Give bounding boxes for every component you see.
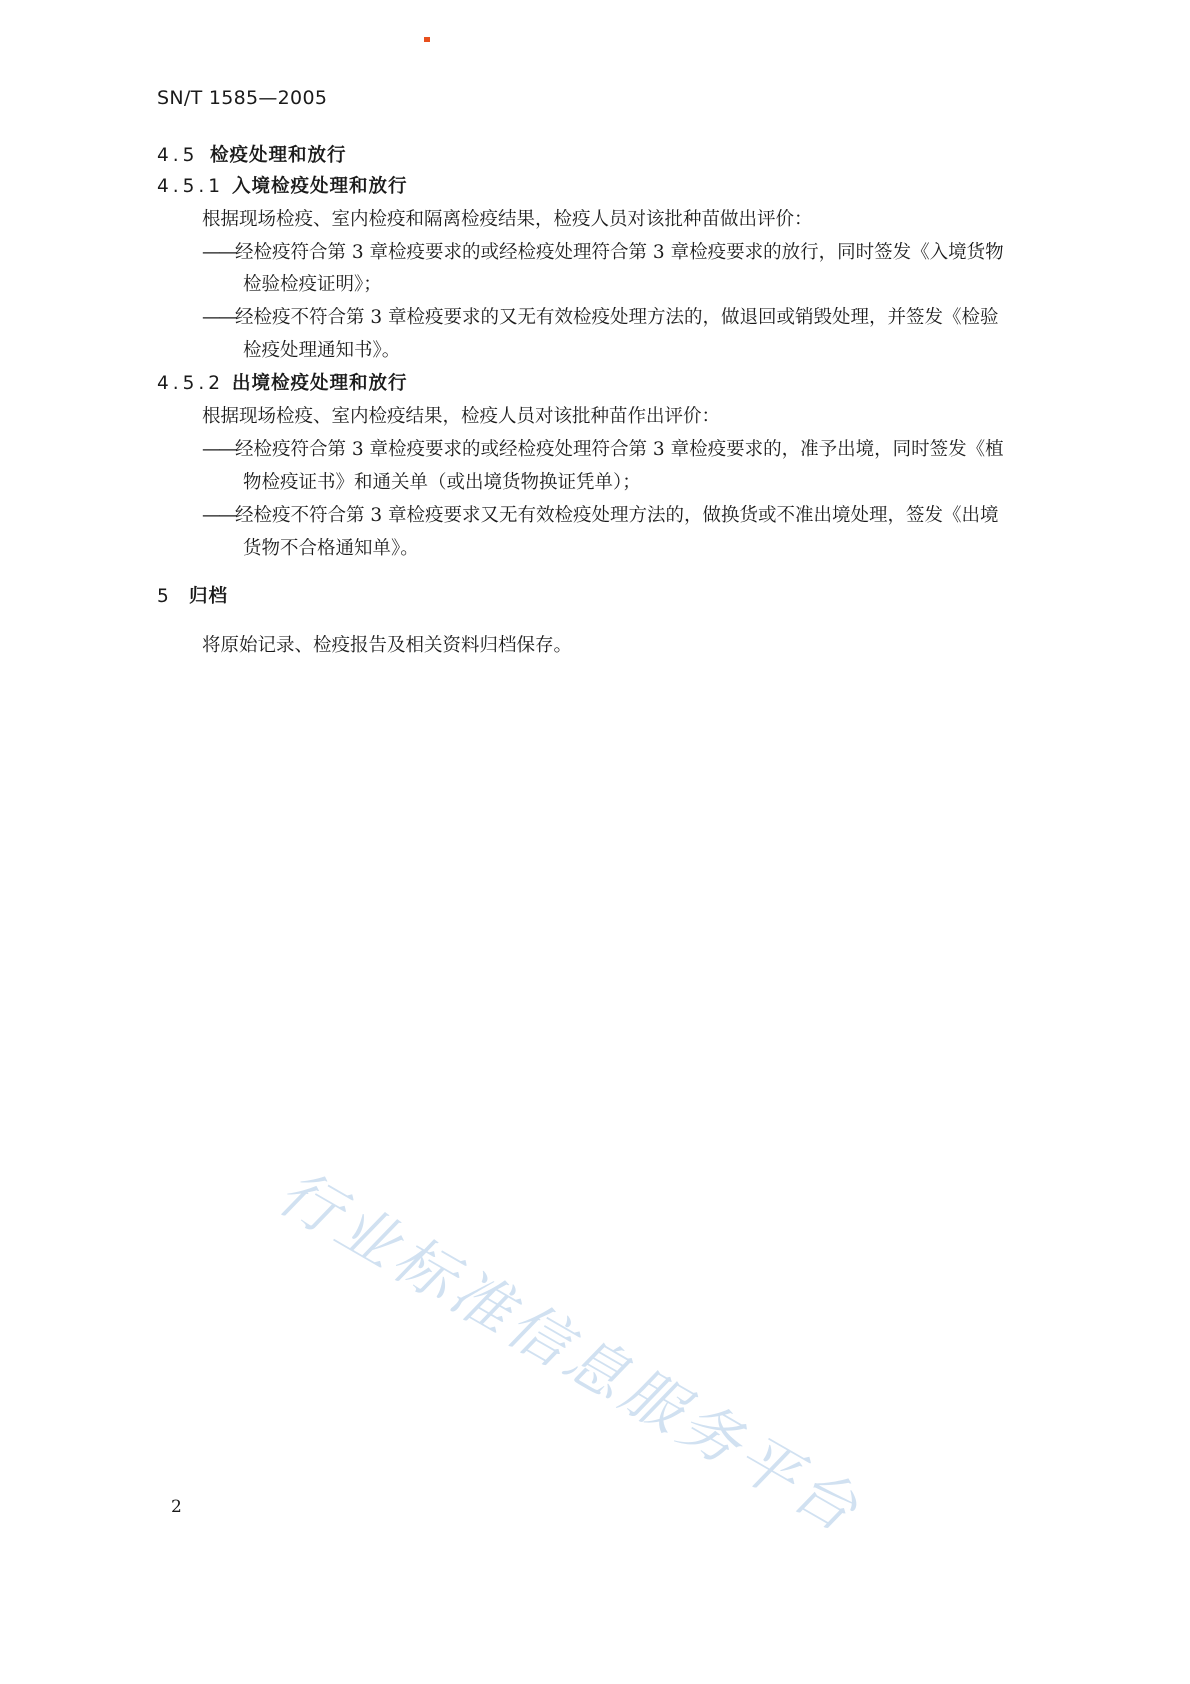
section-number: 4.5.1 bbox=[157, 176, 225, 197]
watermark: 行业标准信息服务平台 bbox=[266, 1157, 874, 1548]
list-item-text: 经检疫不符合第 3 章检疫要求的又无有效检疫处理方法的，做退回或销毁处理，并签发《检验 bbox=[235, 307, 999, 328]
list-item bbox=[202, 437, 1004, 463]
section-number: 5 bbox=[157, 586, 173, 607]
section-number: 4.5 bbox=[157, 145, 199, 166]
section-4-5-2-heading bbox=[157, 371, 408, 397]
corner-mark bbox=[424, 37, 430, 42]
section-4-5-1-heading bbox=[157, 174, 408, 200]
section-title: 检疫处理和放行 bbox=[210, 145, 347, 166]
list-item bbox=[202, 305, 999, 331]
list-item-continuation: 检疫处理通知书》。 bbox=[243, 340, 401, 361]
dash-marker: —— bbox=[202, 439, 235, 460]
section-5-heading bbox=[157, 584, 228, 610]
section-title: 归档 bbox=[189, 586, 229, 607]
page-number: 2 bbox=[171, 1497, 182, 1517]
section-4-5-1-intro: 根据现场检疫、室内检疫和隔离检疫结果，检疫人员对该批种苗做出评价： bbox=[202, 209, 813, 230]
standard-code: SN/T 1585—2005 bbox=[157, 87, 328, 109]
list-item-continuation: 物检疫证书》和通关单（或出境货物换证凭单）； bbox=[243, 472, 641, 493]
section-number: 4.5.2 bbox=[157, 373, 225, 394]
dash-marker: —— bbox=[202, 505, 235, 526]
list-item bbox=[202, 503, 999, 529]
section-4-5-2-intro: 根据现场检疫、室内检疫结果，检疫人员对该批种苗作出评价： bbox=[202, 406, 721, 427]
list-item-continuation: 货物不合格通知单》。 bbox=[243, 538, 419, 559]
list-item-continuation: 检验检疫证明》； bbox=[243, 274, 382, 295]
section-4-5-heading bbox=[157, 143, 347, 169]
section-5-body: 将原始记录、检疫报告及相关资料归档保存。 bbox=[202, 635, 573, 656]
list-item bbox=[202, 240, 1004, 266]
list-item-text: 经检疫不符合第 3 章检疫要求又无有效检疫处理方法的，做换货或不准出境处理，签发《出境 bbox=[235, 505, 999, 526]
section-title: 出境检疫处理和放行 bbox=[232, 373, 408, 394]
list-item-text: 经检疫符合第 3 章检疫要求的或经检疫处理符合第 3 章检疫要求的放行，同时签发《入境货物 bbox=[235, 242, 1004, 263]
dash-marker: —— bbox=[202, 242, 235, 263]
section-title: 入境检疫处理和放行 bbox=[232, 176, 408, 197]
list-item-text: 经检疫符合第 3 章检疫要求的或经检疫处理符合第 3 章检疫要求的，准予出境，同时签发《植 bbox=[235, 439, 1004, 460]
dash-marker: —— bbox=[202, 307, 235, 328]
